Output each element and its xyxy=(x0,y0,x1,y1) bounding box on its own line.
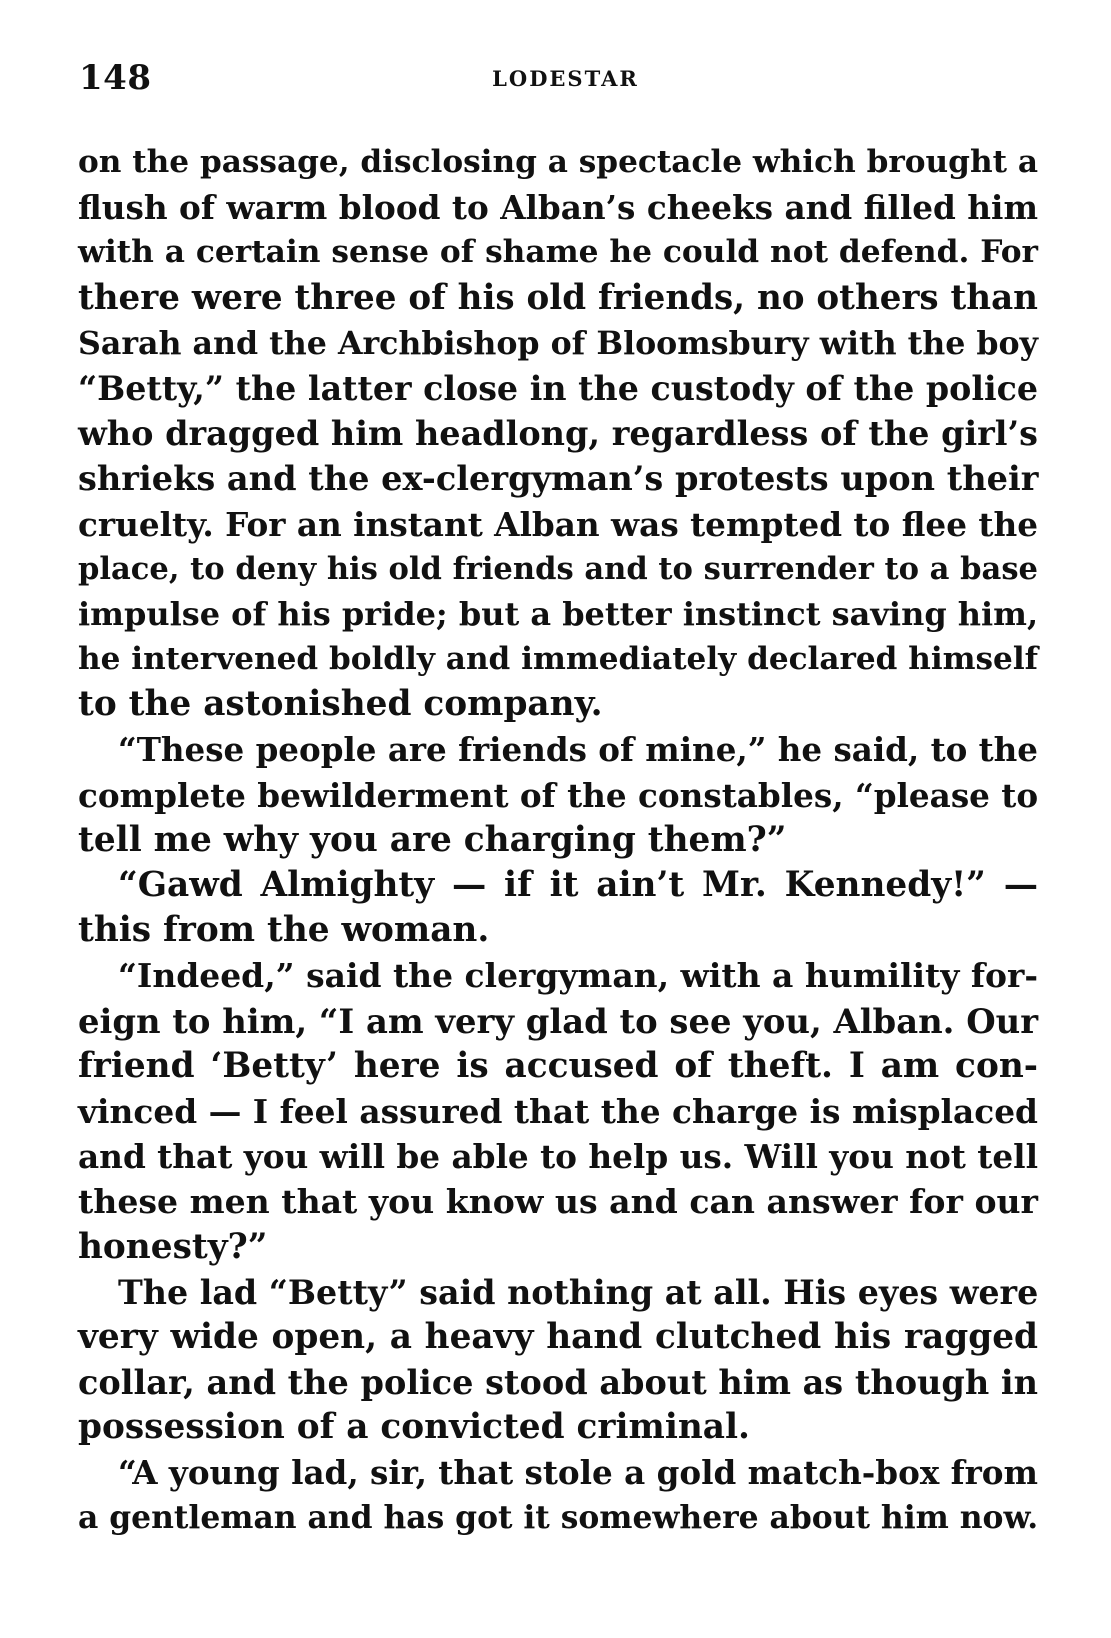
text-line: this from the woman. xyxy=(78,910,490,951)
text-line: shrieks and the ex-clergyman’s protests upon their xyxy=(78,458,1039,499)
running-title: LODESTAR xyxy=(492,66,639,91)
text-line: he intervened boldly and immediately declared himself xyxy=(78,641,1038,678)
text-line: complete bewilderment of the constables, “please to xyxy=(78,775,1039,815)
text-line: eign to him, “I am very glad to see you, Alban. Our xyxy=(78,1000,1039,1041)
text-line: and that you will be able to help us. Will you not tell xyxy=(78,1137,1038,1177)
text-line: who dragged him headlong, regardless of the girl’s xyxy=(78,414,1038,454)
text-line: The lad “Betty” said nothing at all. His eyes were xyxy=(118,1272,1039,1312)
text-line: on the passage, disclosing a spectacle which brought a xyxy=(78,144,1038,180)
text-line: “Indeed,” said the clergyman, with a humility for- xyxy=(118,956,1038,996)
text-line: to the astonished company. xyxy=(78,684,603,725)
text-line: vinced — I feel assured that the charge is misplaced xyxy=(78,1091,1038,1131)
text-line: honesty?” xyxy=(78,1226,268,1267)
text-line: tell me why you are charging them?” xyxy=(78,819,787,860)
text-line: “Betty,” the latter close in the custody of the police xyxy=(78,368,1038,408)
text-line: there were three of his old friends, no others than xyxy=(78,277,1038,318)
text-line: place, to deny his old friends and to surrender to a base xyxy=(78,550,1038,587)
text-line: collar, and the police stood about him as though in xyxy=(78,1363,1038,1403)
text-line: “A young lad, sir, that stole a gold match-box from xyxy=(118,1453,1038,1493)
text-line: with a certain sense of shame he could not defend. For xyxy=(78,234,1038,271)
text-line: “Gawd Almighty — if it ain’t Mr. Kennedy!” — xyxy=(118,865,1038,905)
text-line: these men that you know us and can answer for our xyxy=(78,1182,1038,1222)
text-line: a gentleman and has got it somewhere about him now. xyxy=(78,1499,1039,1536)
text-line: Sarah and the Archbishop of Bloomsbury with the boy xyxy=(78,324,1038,362)
page-number: 148 xyxy=(79,58,152,98)
text-line: cruelty. For an instant Alban was tempted to flee the xyxy=(78,504,1038,544)
body-text xyxy=(78,140,1038,1541)
text-line: very wide open, a heavy hand clutched his ragged xyxy=(78,1316,1038,1357)
text-line: flush of warm blood to Alban’s cheeks and filled him xyxy=(78,188,1038,228)
text-line: friend ‘Betty’ here is accused of theft. I am con- xyxy=(78,1045,1038,1086)
text-line: possession of a convicted criminal. xyxy=(78,1407,750,1448)
text-line: “These people are friends of mine,” he said, to the xyxy=(118,730,1038,770)
text-line: impulse of his pride; but a better instinct saving him, xyxy=(78,594,1039,633)
